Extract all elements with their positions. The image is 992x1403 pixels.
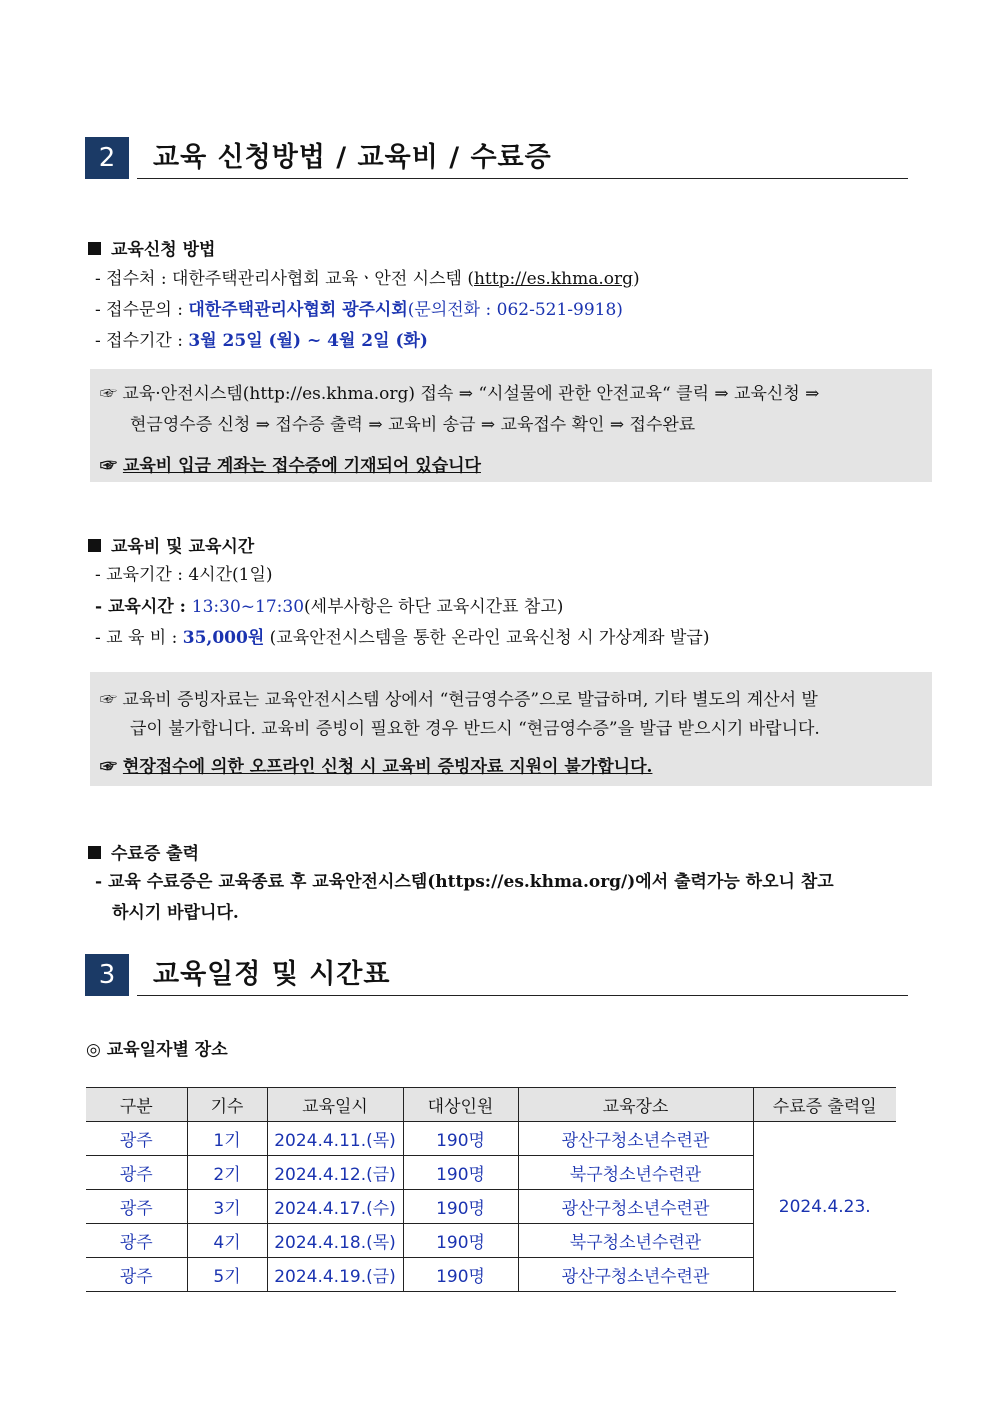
table-cell: 광주 bbox=[86, 1122, 187, 1156]
column-header: 교육장소 bbox=[518, 1088, 753, 1122]
table-cell: 광주 bbox=[86, 1258, 187, 1292]
table-cell: 2024.4.17.(수) bbox=[267, 1190, 403, 1224]
fee-duration: - 교육기간 : 4시간(1일) bbox=[95, 565, 273, 585]
table-cell: 2024.4.19.(금) bbox=[267, 1258, 403, 1292]
note-line: ☞ 교육·안전시스템(http://es.khma.org) 접속 ⇒ “시설물에 관한 안전교육“ 클릭 ⇒ 교육신청 ⇒ bbox=[100, 384, 820, 404]
section-title: 교육 신청방법 / 교육비 / 수료증 bbox=[153, 142, 552, 173]
square-bullet-icon bbox=[88, 242, 101, 255]
system-link[interactable]: http://es.khma.org bbox=[473, 269, 633, 289]
apply-place: - 접수처 : 대한주택관리사협회 교육ㆍ안전 시스템 (http://es.khma.org) bbox=[95, 269, 640, 289]
fee-amount: - 교 육 비 : 35,000원 (교육안전시스템을 통한 온라인 교육신청 시 가상계좌 발급) bbox=[95, 628, 710, 648]
apply-contact: - 접수문의 : 대한주택관리사협회 광주시회(문의전화 : 062-521-9918) bbox=[95, 300, 623, 320]
note-line: 현금영수증 신청 ⇒ 접수증 출력 ⇒ 교육비 송금 ⇒ 교육접수 확인 ⇒ 접수완료 bbox=[130, 415, 696, 435]
cert-line-1: - 교육 수료증은 교육종료 후 교육안전시스템(https://es.khma.org/)에서 출력가능 하오니 참고 bbox=[95, 872, 834, 892]
section-3-header bbox=[85, 954, 908, 998]
table-cell: 광주 bbox=[86, 1224, 187, 1258]
fee-heading: 교육비 및 교육시간 bbox=[88, 532, 254, 557]
square-bullet-icon bbox=[88, 539, 101, 552]
note-line-emphasis: ☞ 현장접수에 의한 오프라인 신청 시 교육비 증빙자료 지원이 불가합니다. bbox=[100, 757, 653, 777]
table-cell: 북구청소년수련관 bbox=[518, 1156, 753, 1190]
column-header: 교육일시 bbox=[267, 1088, 403, 1122]
note-line-emphasis: ☞ 교육비 입금 계좌는 접수증에 기재되어 있습니다 bbox=[100, 456, 481, 476]
section-number: 2 bbox=[85, 137, 129, 179]
table-cell: 190명 bbox=[403, 1122, 518, 1156]
table-cell: 190명 bbox=[403, 1258, 518, 1292]
column-header: 기수 bbox=[187, 1088, 267, 1122]
cert-heading: 수료증 출력 bbox=[88, 839, 199, 864]
square-bullet-icon bbox=[88, 846, 101, 859]
table-row bbox=[86, 1122, 896, 1156]
column-header: 수료증 출력일 bbox=[753, 1088, 896, 1122]
table-cell: 광주 bbox=[86, 1156, 187, 1190]
column-header: 대상인원 bbox=[403, 1088, 518, 1122]
table-cell: 광산구청소년수련관 bbox=[518, 1258, 753, 1292]
table-cell: 광산구청소년수련관 bbox=[518, 1190, 753, 1224]
table-cell: 2기 bbox=[187, 1156, 267, 1190]
cert-line-2: 하시기 바랍니다. bbox=[112, 903, 239, 923]
table-cell: 4기 bbox=[187, 1224, 267, 1258]
table-header-row bbox=[86, 1088, 896, 1122]
table-cell: 광주 bbox=[86, 1190, 187, 1224]
table-cell: 190명 bbox=[403, 1224, 518, 1258]
column-header: 구분 bbox=[86, 1088, 187, 1122]
table-cell: 광산구청소년수련관 bbox=[518, 1122, 753, 1156]
schedule-table bbox=[86, 1087, 896, 1292]
table-cell: 3기 bbox=[187, 1190, 267, 1224]
table-cell: 5기 bbox=[187, 1258, 267, 1292]
section-2-header bbox=[85, 137, 908, 181]
apply-heading: 교육신청 방법 bbox=[88, 235, 215, 260]
section-number: 3 bbox=[85, 954, 129, 996]
table-cell: 2024.4.12.(금) bbox=[267, 1156, 403, 1190]
table-cell: 북구청소년수련관 bbox=[518, 1224, 753, 1258]
fee-time: - 교육시간 : 13:30~17:30(세부사항은 하단 교육시간표 참고) bbox=[95, 597, 564, 617]
note-line: 급이 불가합니다. 교육비 증빙이 필요한 경우 반드시 “현금영수증”을 발급 받으시기 바랍니다. bbox=[130, 719, 820, 739]
section-title: 교육일정 및 시간표 bbox=[153, 959, 391, 990]
section-underline bbox=[137, 178, 908, 179]
note-line: ☞ 교육비 증빙자료는 교육안전시스템 상에서 “현금영수증”으로 발급하며, 기타 별도의 계산서 발 bbox=[100, 690, 818, 710]
section-underline bbox=[137, 995, 908, 996]
table-cell: 190명 bbox=[403, 1156, 518, 1190]
apply-note-box bbox=[90, 369, 932, 482]
fee-note-box bbox=[90, 672, 932, 786]
table-cell: 1기 bbox=[187, 1122, 267, 1156]
table-cell: 2024.4.18.(목) bbox=[267, 1224, 403, 1258]
apply-period: - 접수기간 : 3월 25일 (월) ~ 4월 2일 (화) bbox=[95, 331, 428, 351]
cert-date-cell: 2024.4.23. bbox=[753, 1122, 896, 1292]
table-cell: 190명 bbox=[403, 1190, 518, 1224]
table-cell: 2024.4.11.(목) bbox=[267, 1122, 403, 1156]
schedule-heading: ◎ 교육일자별 장소 bbox=[86, 1040, 228, 1060]
